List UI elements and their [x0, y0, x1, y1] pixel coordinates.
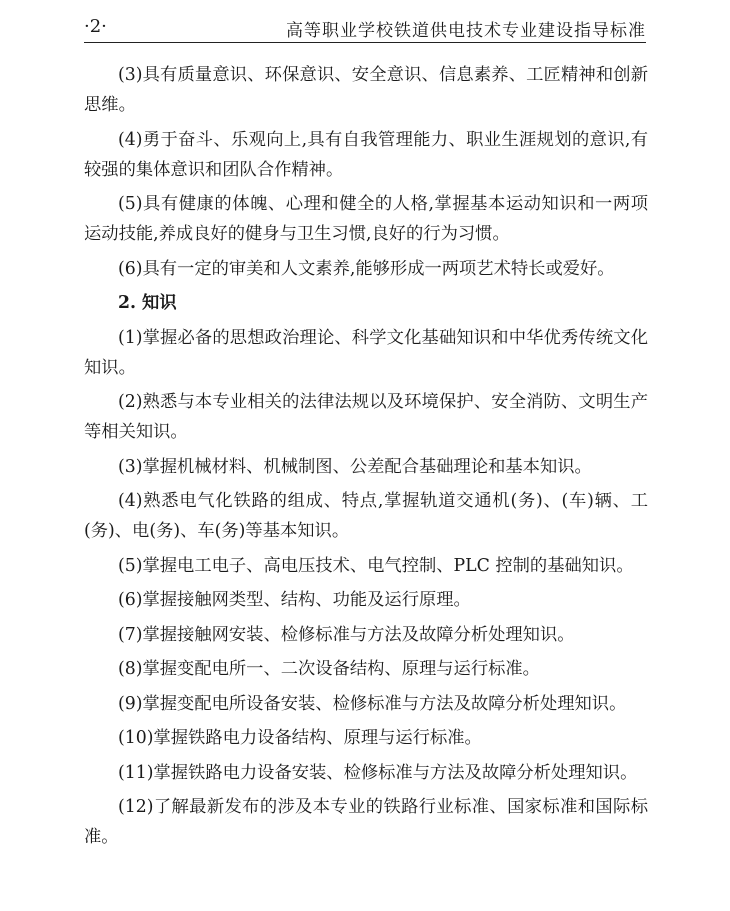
page-number: ·2· — [84, 16, 107, 37]
paragraph: (11)掌握铁路电力设备安装、检修标准与方法及故障分析处理知识。 — [118, 762, 638, 783]
body-text — [84, 60, 648, 852]
paragraph: (5)具有健康的体魄、心理和健全的人格,掌握基本运动知识和一两项运动技能,养成良好的健身与卫生习惯,良好的行为习惯。 — [84, 194, 648, 244]
paragraph: (8)掌握变配电所一、二次设备结构、原理与运行标准。 — [118, 659, 540, 679]
paragraph: (5)掌握电工电子、高电压技术、电气控制、PLC 控制的基础知识。 — [118, 555, 634, 576]
paragraph: (2)熟悉与本专业相关的法律法规以及环境保护、安全消防、文明生产等相关知识。 — [84, 392, 648, 442]
paragraph: (9)掌握变配电所设备安装、检修标准与方法及故障分析处理知识。 — [118, 693, 627, 714]
paragraph: (4)勇于奋斗、乐观向上,具有自我管理能力、职业生涯规划的意识,有较强的集体意识和团队合作精神。 — [84, 129, 648, 180]
paragraph: (10)掌握铁路电力设备结构、原理与运行标准。 — [118, 728, 482, 748]
paragraph: (3)掌握机械材料、机械制图、公差配合基础理论和基本知识。 — [118, 456, 592, 477]
paragraph: (7)掌握接触网安装、检修标准与方法及故障分析处理知识。 — [118, 624, 575, 645]
section-heading: 2. 知识 — [118, 293, 177, 313]
paragraph: (6)掌握接触网类型、结构、功能及运行原理。 — [118, 590, 471, 610]
paragraph: (3)具有质量意识、环保意识、安全意识、信息素养、工匠精神和创新思维。 — [84, 65, 648, 115]
running-title: 高等职业学校铁道供电技术专业建设指导标准 — [286, 21, 646, 41]
paragraph: (4)熟悉电气化铁路的组成、特点,掌握轨道交通机(务)、(车)辆、工(务)、电(务)、车(务)等基本知识。 — [84, 491, 648, 541]
paragraph: (6)具有一定的审美和人文素养,能够形成一两项艺术特长或爱好。 — [118, 258, 615, 279]
paragraph: (12)了解最新发布的涉及本专业的铁路行业标准、国家标准和国际标准。 — [84, 797, 648, 847]
page-header — [84, 14, 646, 43]
paragraph: (1)掌握必备的思想政治理论、科学文化基础知识和中华优秀传统文化知识。 — [84, 327, 648, 378]
